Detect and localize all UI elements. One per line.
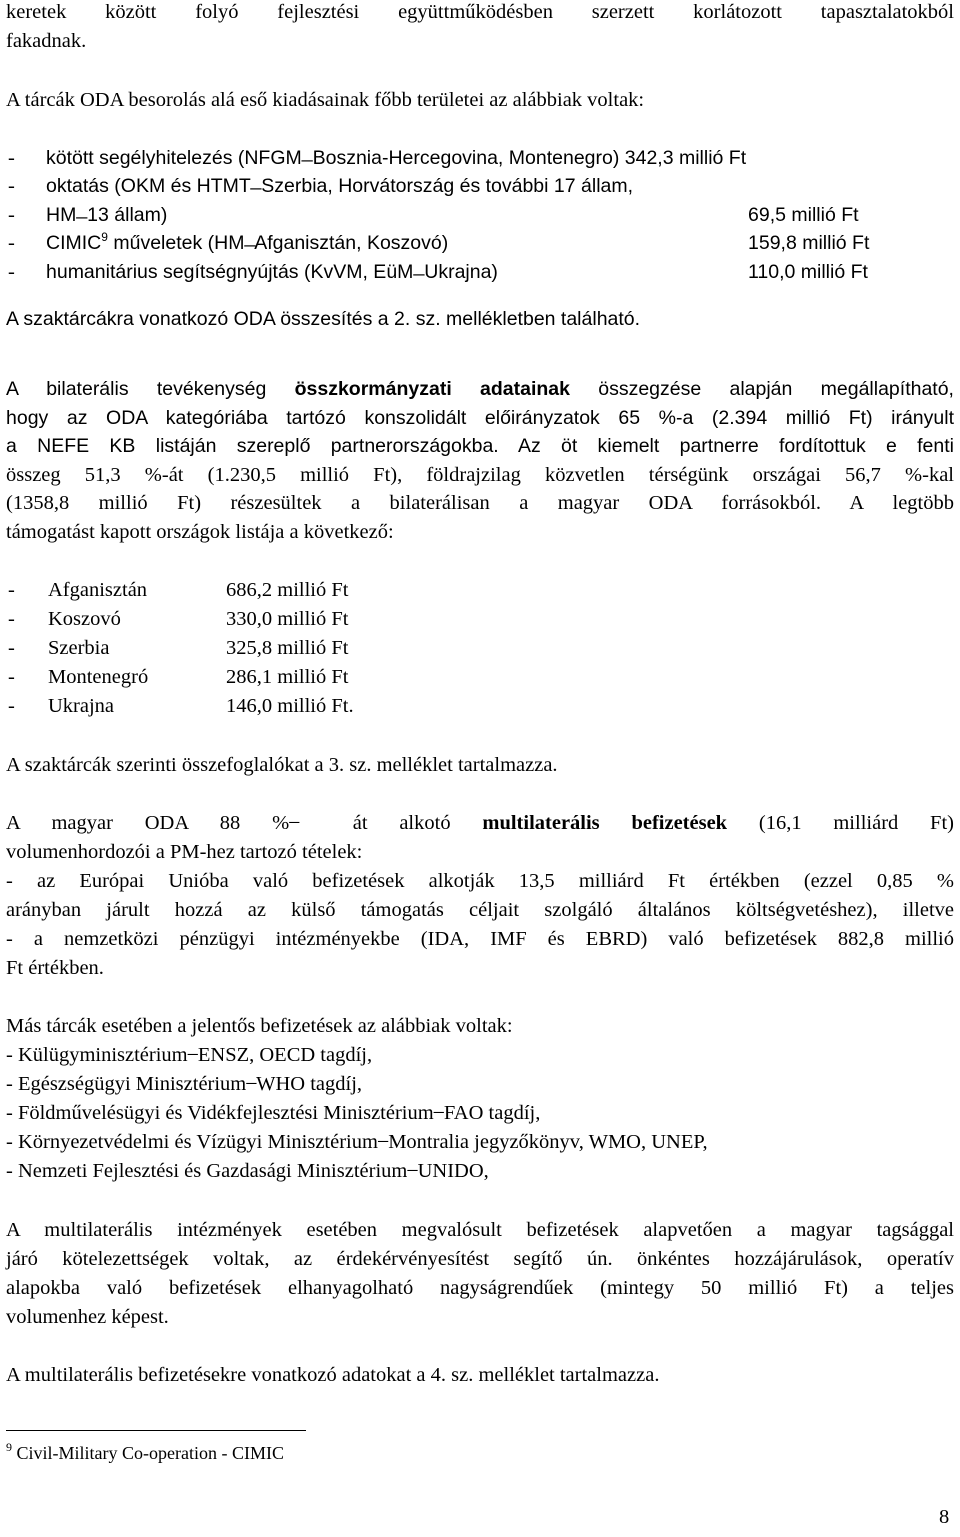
- list-dash: -: [8, 232, 15, 254]
- institutions-line-2: járó kötelezettségek voltak, az érdekérvényesítést segítő ún. önkéntes hozzájárulások, operatív: [6, 1248, 954, 1270]
- area-item-5: humanitárius segítségnyújtás (KvVM, EüM ̶ Ukrajna): [46, 261, 498, 283]
- country-name: Montenegró: [48, 666, 149, 688]
- list-dash: -: [8, 579, 15, 601]
- bilateral-line-3: a NEFE KB listáján szereplő partnerországokba. Az öt kiemelt partnerre fordítottuk e fenti: [6, 435, 954, 457]
- multilateral-line-1-text: A magyar ODA 88 % ̶ át alkotó: [6, 812, 483, 834]
- area-item-5-amount: 110,0 millió Ft: [748, 261, 868, 283]
- bilateral-line-1: [6, 377, 954, 401]
- bilateral-line-6: támogatást kapott országok listája a következő:: [6, 521, 394, 543]
- list-dash: -: [8, 608, 15, 630]
- list-dash: -: [8, 204, 15, 226]
- multilateral-line-2: volumenhordozói a PM-hez tartozó tételek:: [6, 841, 363, 863]
- area-item-2: oktatás (OKM és HTMT ̶ Szerbia, Horvátország és további 17 állam,: [46, 175, 634, 197]
- area-item-4-prefix: CIMIC: [46, 232, 102, 254]
- list-dash: -: [8, 666, 15, 688]
- area-item-4: [46, 231, 448, 255]
- country-name: Szerbia: [48, 637, 110, 659]
- area-item-4-text: műveletek (HM ̶ Afganisztán, Koszovó): [107, 232, 449, 254]
- country-name: Afganisztán: [48, 579, 148, 601]
- bilateral-line-1-bold: összkormányzati adatainak: [294, 378, 570, 400]
- areas-summary: A szaktárcákra vonatkozó ODA összesítés a 2. sz. mellékletben található.: [6, 308, 641, 330]
- other-ministries-item: - Nemzeti Fejlesztési és Gazdasági Minisztérium ̶ UNIDO,: [6, 1160, 489, 1182]
- bilateral-line-1-rest: összegzése alapján megállapítható,: [569, 378, 954, 400]
- other-ministries-item: - Földművelésügyi és Vidékfejlesztési Minisztérium ̶ FAO tagdíj,: [6, 1102, 541, 1124]
- bilateral-line-4: összeg 51,3 %-át (1.230,5 millió Ft), földrajzilag közvetlen térségünk országai 56,7 %-kal: [6, 464, 954, 486]
- list-dash: -: [8, 175, 15, 197]
- institutions-line-3: alapokba való befizetések elhanyagolható nagyságrendűek (mintegy 50 millió Ft) a teljes: [6, 1277, 954, 1299]
- list-dash: -: [8, 147, 15, 169]
- area-item-4-amount: 159,8 millió Ft: [748, 232, 870, 254]
- multilateral-line-5: - a nemzetközi pénzügyi intézményekbe (IDA, IMF és EBRD) való befizetések 882,8 millió: [6, 928, 954, 950]
- other-ministries-item: - Környezetvédelmi és Vízügyi Minisztérium ̶ Montralia jegyzőkönyv, WMO, UNEP,: [6, 1131, 708, 1153]
- footnote-reference: 9: [101, 230, 108, 244]
- country-amount: 325,8 millió Ft: [226, 637, 349, 659]
- footnote: [6, 1442, 284, 1464]
- list-dash: -: [8, 695, 15, 717]
- multilateral-line-4: arányban járult hozzá az külső támogatás céljait szolgáló általános költségvetéshez), illetve: [6, 899, 954, 921]
- intro-line-2: fakadnak.: [6, 30, 87, 52]
- other-ministries-item: - Külügyminisztérium ̶ ENSZ, OECD tagdíj,: [6, 1044, 373, 1066]
- country-name: Koszovó: [48, 608, 121, 630]
- country-amount: 286,1 millió Ft: [226, 666, 349, 688]
- multilateral-line-1: [6, 811, 954, 835]
- multilateral-line-6: Ft értékben.: [6, 957, 104, 979]
- page-number: 8: [939, 1506, 950, 1528]
- country-amount: 146,0 millió Ft.: [226, 695, 354, 717]
- other-ministries-item: - Egészségügyi Minisztérium ̶ WHO tagdíj,: [6, 1073, 363, 1095]
- institutions-line-1: A multilaterális intézmények esetében megvalósult befizetések alapvetően a magyar tagsággal: [6, 1219, 954, 1241]
- country-name: Ukrajna: [48, 695, 115, 717]
- footnote-separator: [6, 1430, 306, 1431]
- country-amount: 330,0 millió Ft: [226, 608, 349, 630]
- area-item-1: kötött segélyhitelezés (NFGM ̶ Bosznia-Hercegovina, Montenegro) 342,3 millió Ft: [46, 147, 747, 169]
- list-dash: -: [8, 261, 15, 283]
- country-amount: 686,2 millió Ft: [226, 579, 349, 601]
- multilateral-line-3: - az Európai Unióba való befizetések alkotják 13,5 milliárd Ft értékben (ezzel 0,85 %: [6, 870, 954, 892]
- bilateral-line-5: (1358,8 millió Ft) részesültek a bilaterálisan a magyar ODA forrásokból. A legtöbb: [6, 492, 954, 514]
- areas-heading: A tárcák ODA besorolás alá eső kiadásainak főbb területei az alábbiak voltak:: [6, 89, 645, 111]
- annex-4-note: A multilaterális befizetésekre vonatkozó adatokat a 4. sz. melléklet tartalmazza.: [6, 1364, 660, 1386]
- area-item-3: HM ̶ 13 állam): [46, 204, 168, 226]
- footnote-mark: 9: [6, 1440, 12, 1454]
- annex-3-note: A szaktárcák szerinti összefoglalókat a 3. sz. melléklet tartalmazza.: [6, 754, 558, 776]
- list-dash: -: [8, 637, 15, 659]
- footnote-text: Civil-Military Co-operation - CIMIC: [12, 1443, 284, 1463]
- area-item-3-amount: 69,5 millió Ft: [748, 204, 859, 226]
- multilateral-line-1-bold: multilaterális befizetések: [482, 812, 728, 834]
- bilateral-line-2: hogy az ODA kategóriába tartózó konszolidált előirányzatok 65 %-a (2.394 millió Ft) irányult: [6, 407, 954, 429]
- institutions-line-4: volumenhez képest.: [6, 1306, 169, 1328]
- intro-line-1: keretek között folyó fejlesztési együttműködésben szerzett korlátozott tapasztalatokból: [6, 1, 954, 23]
- multilateral-line-1-rest: (16,1 milliárd Ft): [727, 812, 954, 834]
- bilateral-line-1-text: A bilaterális tevékenység: [6, 378, 295, 400]
- other-ministries-heading: Más tárcák esetében a jelentős befizetések az alábbiak voltak:: [6, 1015, 513, 1037]
